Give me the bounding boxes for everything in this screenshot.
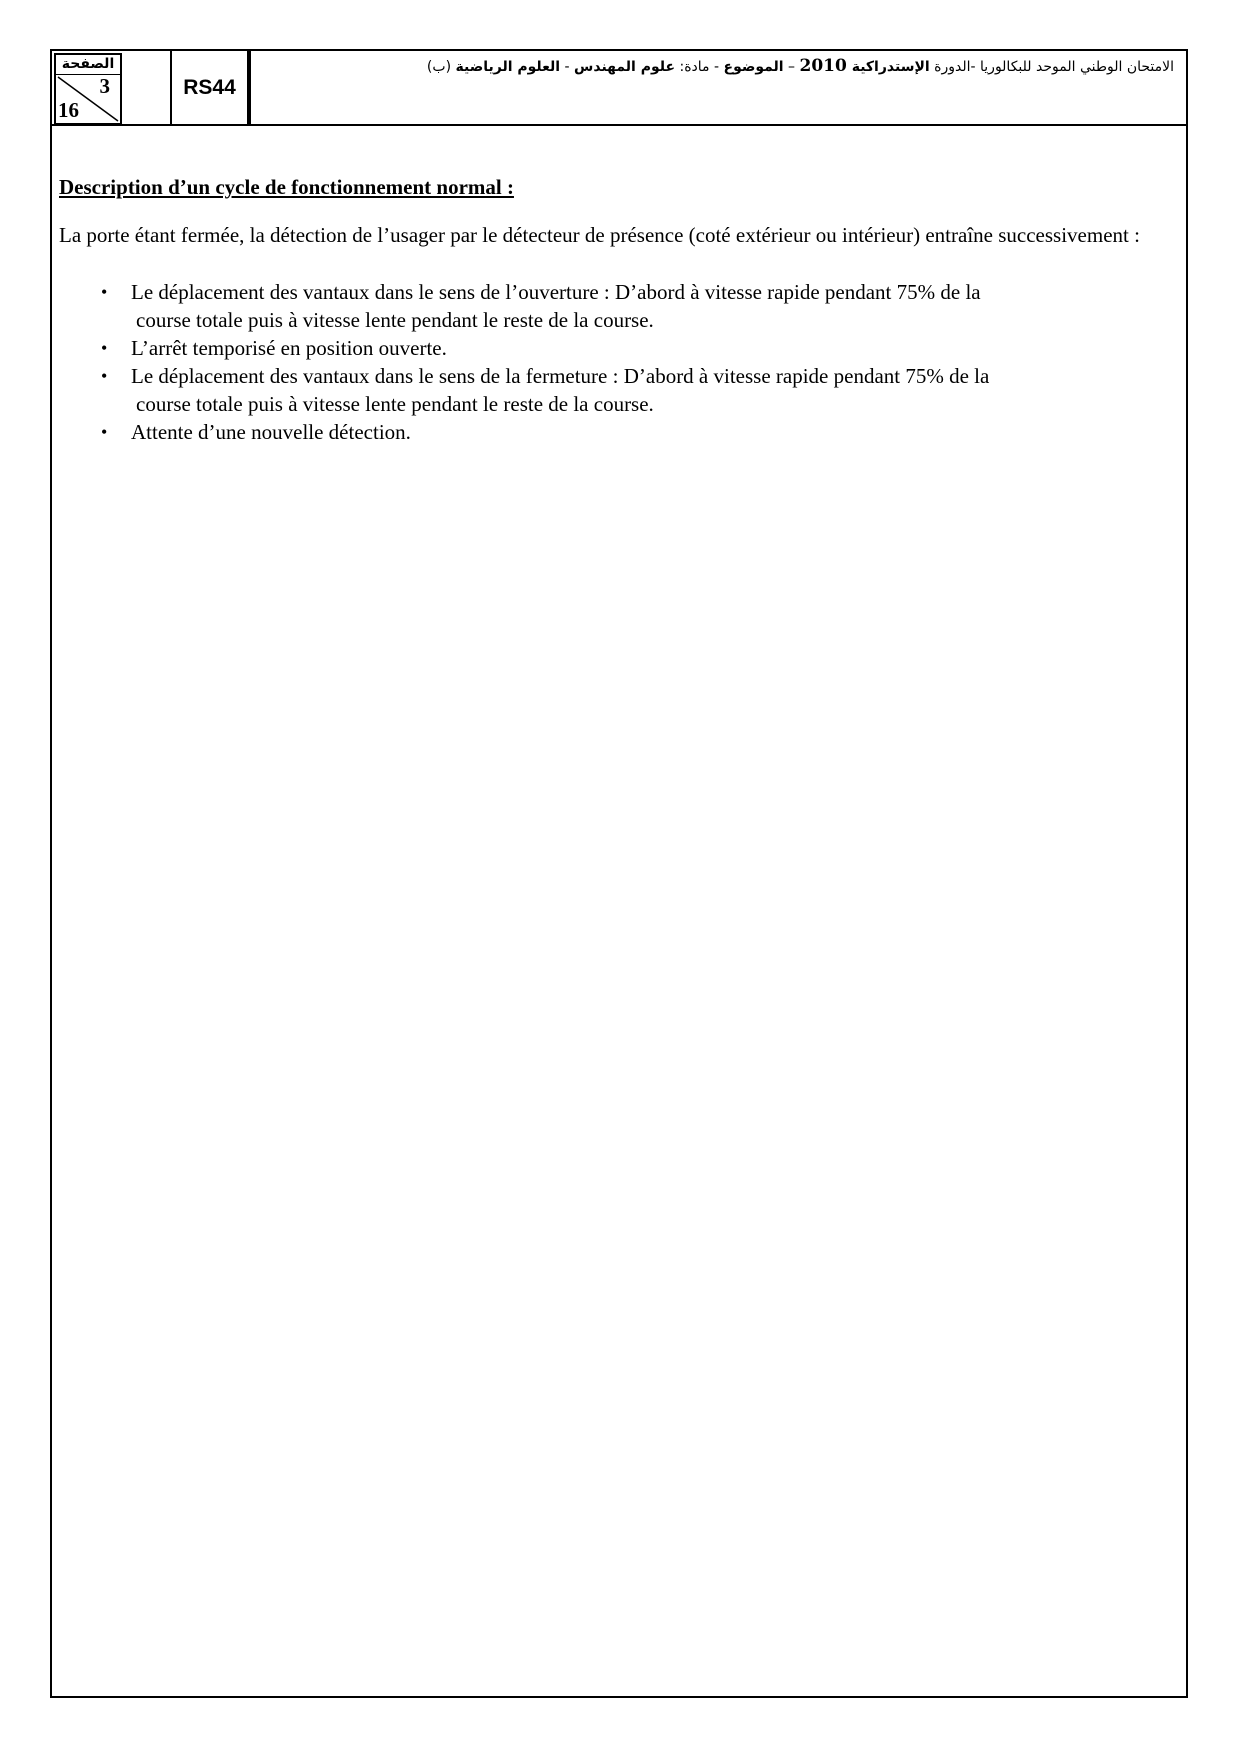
exam-title-part: 2010	[799, 56, 847, 76]
exam-title	[427, 55, 1174, 78]
exam-title-part: الموضوع	[723, 59, 784, 75]
steps-list	[59, 278, 1169, 446]
main-content	[59, 173, 1169, 446]
list-item	[101, 362, 1169, 418]
intro-paragraph: La porte étant fermée, la détection de l’usager par le détecteur de présence (coté extérieur ou intérieur) entraîne successivement :	[59, 223, 1140, 247]
list-item-text: Attente d’une nouvelle détection.	[131, 420, 411, 444]
exam-title-part: الامتحان الوطني الموحد للبكالوريا -الدورة	[929, 59, 1174, 75]
list-item-text: Le déplacement des vantaux dans le sens de la fermeture : D’abord à vitesse rapide pendant 75% de la	[131, 364, 990, 388]
exam-code: RS44	[170, 51, 249, 124]
exam-title-part: -	[560, 59, 575, 75]
bullet-icon: •	[101, 366, 108, 386]
page-label: الصفحة	[56, 55, 120, 75]
exam-title-part: علوم المهندس	[574, 59, 676, 75]
page-number-box	[54, 53, 122, 125]
exam-header	[52, 51, 1186, 126]
list-item	[101, 334, 1169, 362]
exam-title-part: العلوم الرياضية	[455, 59, 561, 75]
list-item-text: Le déplacement des vantaux dans le sens de l’ouverture : D’abord à vitesse rapide pendant 75% de la	[131, 280, 981, 304]
list-item-text: L’arrêt temporisé en position ouverte.	[131, 336, 447, 360]
exam-title-part: - مادة:	[675, 59, 724, 75]
list-item	[101, 418, 1169, 446]
bullet-icon: •	[101, 338, 108, 358]
page-total: 16	[58, 98, 79, 122]
exam-title-part: الإستدراكية	[846, 59, 930, 75]
exam-title-part: (ب)	[426, 59, 456, 75]
list-item	[101, 278, 1169, 334]
list-item-continuation: course totale puis à vitesse lente pendant le reste de la course.	[136, 308, 654, 332]
page-number: 3	[99, 74, 110, 98]
bullet-icon: •	[101, 422, 108, 442]
bullet-icon: •	[101, 282, 108, 302]
exam-title-part: –	[783, 59, 800, 75]
list-item-continuation: course totale puis à vitesse lente pendant le reste de la course.	[136, 392, 654, 416]
exam-title-box	[249, 51, 1186, 124]
section-heading: Description d’un cycle de fonctionnement normal :	[59, 175, 514, 199]
